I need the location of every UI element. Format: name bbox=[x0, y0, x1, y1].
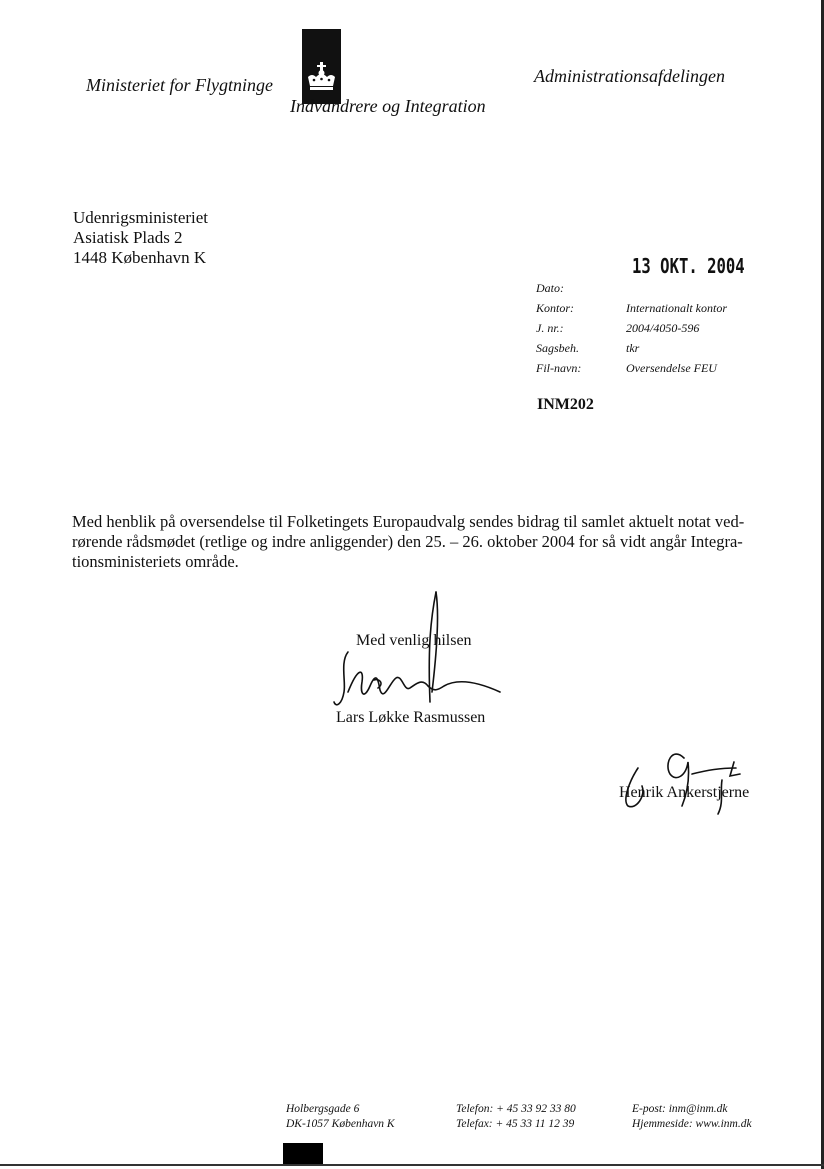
metadata-value: Oversendelse FEU bbox=[626, 361, 717, 375]
closing-greeting: Med venlig hilsen bbox=[356, 632, 472, 649]
recipient-address bbox=[73, 208, 208, 268]
footer-address bbox=[286, 1102, 395, 1132]
footer-line: Holbergsgade 6 bbox=[286, 1103, 360, 1115]
footer-line: Telefax: + 45 33 11 12 39 bbox=[456, 1118, 575, 1130]
letter-body bbox=[72, 512, 772, 572]
metadata-value: 2004/4050-596 bbox=[626, 321, 700, 335]
date-stamp: 13 OKT. 2004 bbox=[632, 254, 745, 278]
recipient-line: Udenrigsministeriet bbox=[73, 208, 209, 227]
metadata-label: Fil-navn: bbox=[536, 361, 582, 375]
signer-name: Henrik Ankerstjerne bbox=[619, 784, 750, 801]
signer-name: Lars Løkke Rasmussen bbox=[336, 709, 486, 726]
document-code: INM202 bbox=[537, 396, 594, 413]
footer-contact bbox=[632, 1102, 752, 1132]
recipient-line: 1448 København K bbox=[73, 248, 207, 267]
footer-phone bbox=[456, 1102, 576, 1132]
metadata-label: J. nr.: bbox=[536, 321, 564, 335]
body-line: Med henblik på oversendelse til Folketingets Europaudvalg sendes bidrag til samlet aktuelt notat ved- bbox=[72, 512, 745, 531]
footer-line: E-post: inm@inm.dk bbox=[632, 1103, 728, 1115]
ministry-subtitle: Indvandrere og Integration bbox=[290, 96, 486, 116]
metadata-label: Kontor: bbox=[536, 301, 575, 315]
scan-border bbox=[0, 1164, 824, 1166]
department-name: Administrationsafdelingen bbox=[534, 66, 725, 86]
metadata-label: Sagsbeh. bbox=[536, 341, 579, 355]
footer-line: Hjemmeside: www.inm.dk bbox=[632, 1118, 752, 1130]
footer-line: Telefon: + 45 33 92 33 80 bbox=[456, 1103, 576, 1115]
scan-mark bbox=[283, 1143, 323, 1165]
crown-logo-icon bbox=[302, 29, 341, 104]
recipient-line: Asiatisk Plads 2 bbox=[73, 228, 183, 247]
metadata-value: Internationalt kontor bbox=[626, 301, 727, 315]
metadata-label: Dato: bbox=[536, 281, 564, 295]
metadata-value: tkr bbox=[626, 341, 640, 355]
ministry-name: Ministeriet for Flygtninge bbox=[86, 75, 273, 95]
body-line: rørende rådsmødet (retlige og indre anliggender) den 25. – 26. oktober 2004 for så vidt angår Integra- bbox=[72, 532, 743, 551]
body-line: tionsministeriets område. bbox=[72, 552, 239, 571]
footer-line: DK-1057 København K bbox=[286, 1118, 395, 1130]
